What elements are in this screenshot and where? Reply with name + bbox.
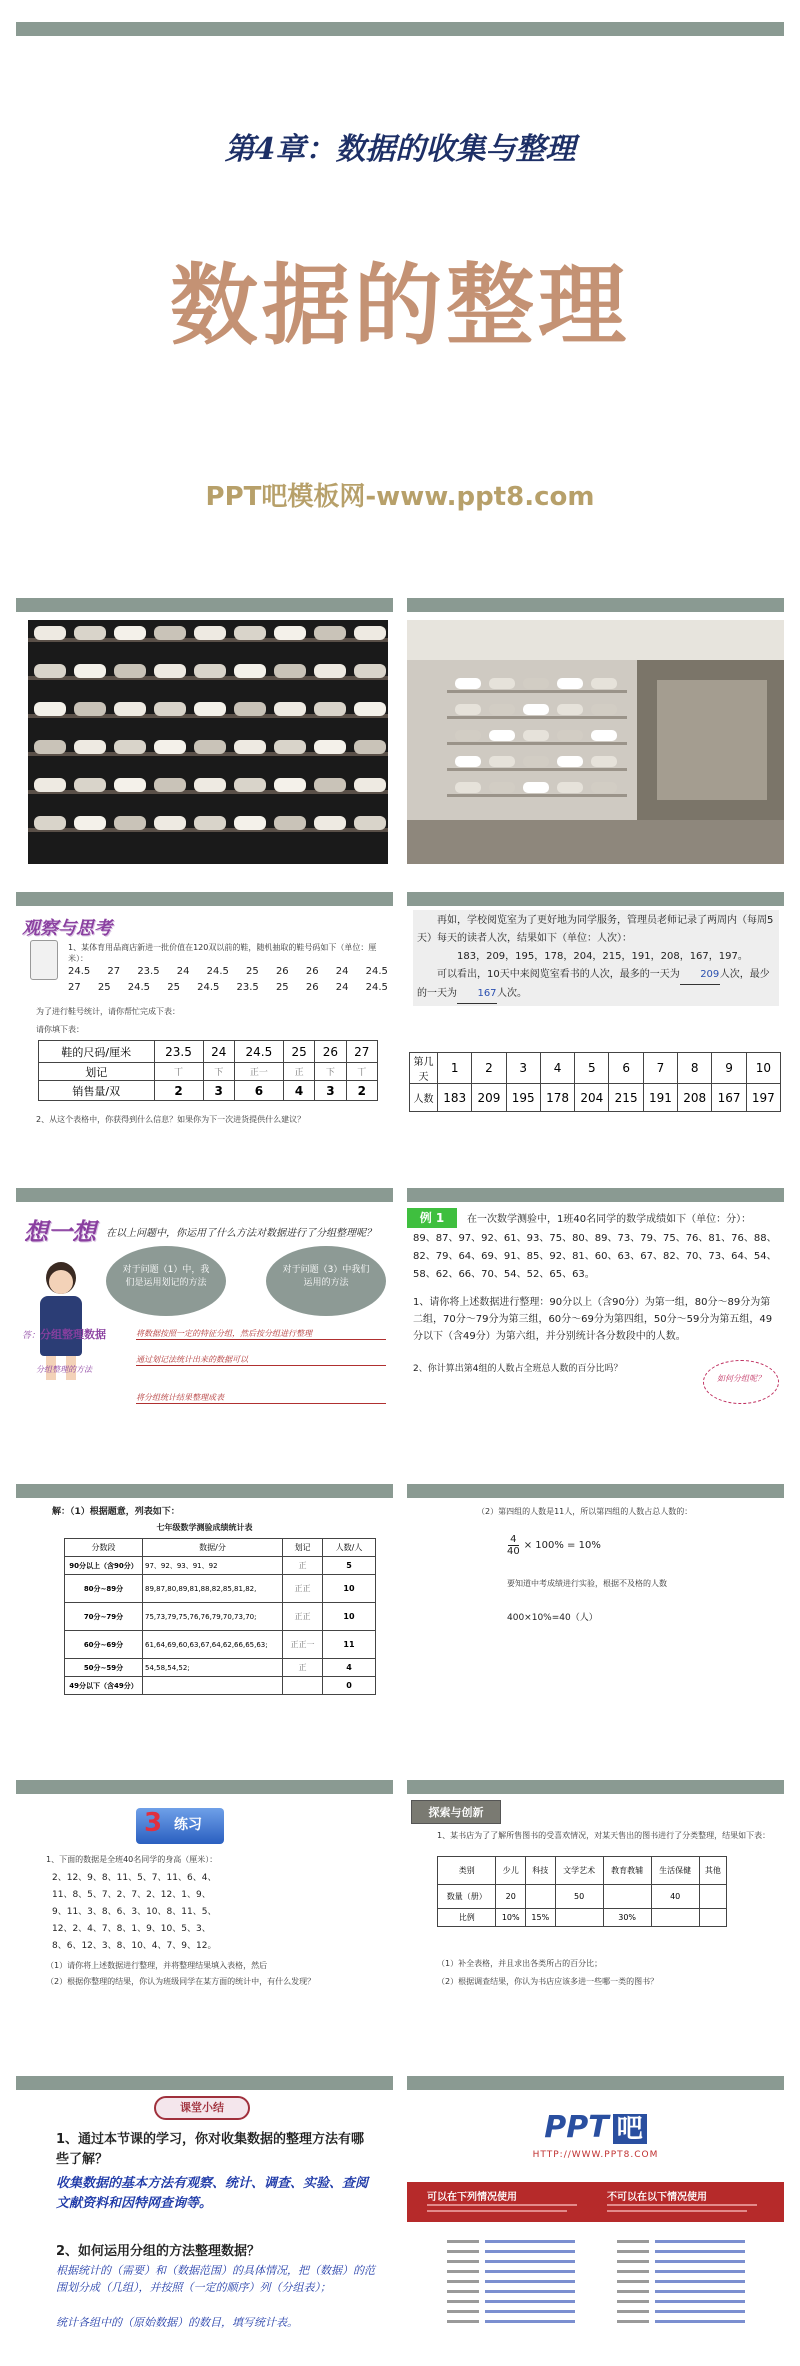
- shoe-size-value: 24: [176, 966, 190, 977]
- size-header: 25: [283, 1041, 314, 1063]
- slide-heading: 想一想: [24, 1217, 96, 1246]
- slide-header-bar: [16, 892, 393, 906]
- practice-data: 2、12、9、8、11、5、7、11、6、4、 11、8、5、7、2、7、2、12、1、9、 9、11、3、8、6、3、10、8、11、5、 12、2、4、7、8、1、9、10、5、3、 8、6、12、3、8、10、4、7、9、12。: [52, 1873, 217, 1951]
- day-cell: 9: [712, 1053, 746, 1084]
- summary-slide: [16, 2090, 393, 2350]
- shoe-size-value: 25: [246, 966, 259, 977]
- question-1: 1、某体育用品商店新进一批价值在120双以前的鞋，随机抽取的鞋号码如下（单位：厘米）：: [68, 943, 377, 963]
- day-cell: 6: [609, 1053, 643, 1084]
- shoe-size-value: 27: [68, 982, 81, 993]
- shoe-size-table: [38, 1040, 378, 1101]
- method-question: 在以上问题中，你运用了什么方法对数据进行了分组整理呢？: [106, 1228, 376, 1239]
- shoe-size-value: 24: [335, 966, 349, 977]
- cannot-use-label: 不可以在以下情况使用: [607, 2192, 707, 2203]
- summary-badge: 课堂小结: [154, 2096, 250, 2120]
- method-label: 答：分组整理数据: [22, 1328, 107, 1341]
- table-caption: 七年级数学测验成绩统计表: [156, 1523, 253, 1532]
- reading-room-slide: [407, 906, 784, 1161]
- day-cell: 10: [746, 1053, 780, 1084]
- slide-header-bar: [16, 1780, 393, 1794]
- thought-cloud-2: 对于问题（3）中我们运用的方法: [266, 1246, 386, 1316]
- chapter-heading: 第4章：数据的收集与整理: [224, 132, 576, 167]
- tally-cell: 下: [315, 1063, 346, 1081]
- explore-badge: 探索与创新: [411, 1800, 501, 1824]
- qty-cell: 50: [555, 1885, 603, 1909]
- qty-cell: [603, 1885, 651, 1909]
- count-cell: 204: [575, 1084, 609, 1112]
- size-header: 23.5: [154, 1041, 203, 1063]
- count-cell: 10: [323, 1575, 376, 1603]
- slide-header-bar: [407, 1484, 784, 1498]
- summary-q2: 2、如何运用分组的方法整理数据？: [56, 2244, 261, 2259]
- column-header: 文学艺术: [555, 1857, 603, 1885]
- thought-cloud-1: 对于问题（1）中，我们是运用划记的方法: [106, 1246, 226, 1316]
- table-row: [65, 1677, 376, 1695]
- count-cell: 208: [678, 1084, 712, 1112]
- percentage-formula: $\frac{4}{40}$ × 100% = 10%: [507, 1534, 601, 1557]
- tally-cell: 下: [203, 1063, 234, 1081]
- summary-q1: 1、通过本节课的学习，你对收集数据的整理方法有哪些了解？: [56, 2132, 365, 2167]
- column-header: 其他: [699, 1857, 726, 1885]
- ratio-cell: 10%: [496, 1909, 526, 1927]
- qty-cell: 40: [651, 1885, 699, 1909]
- shoe-wall-photo: [28, 620, 388, 864]
- slide-header-bar: [16, 1188, 393, 1202]
- column-header: 划记: [283, 1539, 323, 1557]
- tally-cell: 正正一: [283, 1631, 323, 1659]
- data-cell: 61,64,69,60,63,67,64,62,66,65,63;: [143, 1631, 283, 1659]
- title-slide: [16, 36, 784, 536]
- method-line-2: 通过划记法统计出来的数据可以: [136, 1354, 386, 1366]
- side-label: 分组整理的方法: [36, 1365, 92, 1374]
- tally-cell: 正: [283, 1557, 323, 1575]
- shoe-size-value: 26: [305, 966, 319, 977]
- sales-cell: 6: [234, 1081, 283, 1101]
- score-list: 89、87、97、92、61、93、75、80、89、73、79、75、76、81、76、88、 82、79、64、69、91、85、92、81、60、63、67、82、70、73、64、54、 58、62、66、70、54、52、65、63。: [413, 1233, 777, 1280]
- count-cell: 215: [609, 1084, 643, 1112]
- explore-intro: 1、某书店为了了解所售图书的受喜欢情况，对某天售出的图书进行了分类整理，结果如下表：: [437, 1831, 771, 1840]
- size-header: 26: [315, 1041, 346, 1063]
- size-header: 27: [346, 1041, 377, 1063]
- main-title: 数据的整理: [169, 253, 630, 357]
- reading-room-text: [413, 910, 779, 1006]
- count-cell: 11: [323, 1631, 376, 1659]
- observe-think-slide: [16, 906, 393, 1161]
- shoe-size-value: 24.5: [68, 966, 91, 977]
- sales-cell: 2: [346, 1081, 377, 1101]
- size-header: 24.5: [234, 1041, 283, 1063]
- badge-number: 3: [144, 1808, 163, 1838]
- size-header: 24: [203, 1041, 234, 1063]
- data-cell: 89,87,80,89,81,88,82,85,81,82,: [143, 1575, 283, 1603]
- shoe-size-value: 27: [107, 966, 121, 977]
- shoe-size-value: 26: [275, 966, 289, 977]
- table-row: [65, 1631, 376, 1659]
- count-cell: 178: [540, 1084, 574, 1112]
- shoe-wall-image: [28, 620, 388, 864]
- sales-cell: 2: [154, 1081, 203, 1101]
- summary-a2b: 统计各组中的（原始数据）的数目，填写统计表。: [56, 2316, 298, 2329]
- slide-header-bar: [407, 598, 784, 612]
- tally-cell: [283, 1677, 323, 1695]
- practice-intro: 1、下面的数据是全班40名同学的身高（厘米）：: [46, 1855, 218, 1864]
- row-header: 数量（册）: [438, 1885, 496, 1909]
- range-cell: 60分~69分: [65, 1631, 143, 1659]
- table-row: [65, 1557, 376, 1575]
- explore-q2: （2）根据调查结果，你认为书店应该多进一些哪一类的图书？: [437, 1977, 659, 1986]
- link-list-graphic: [447, 2236, 767, 2336]
- intro-paragraph: 再如，学校阅览室为了更好地为同学服务，管理员老师记录了两周内（每周5天）每天的读者人次，结果如下（单位：人次）：: [417, 915, 774, 944]
- shoe-size-value: 26: [305, 982, 319, 993]
- ratio-cell: [555, 1909, 603, 1927]
- explore-slide: [407, 1794, 784, 2049]
- slide-header-bar: [16, 598, 393, 612]
- tally-cell: 正: [283, 1063, 314, 1081]
- example-intro: 在一次数学测验中，1班40名同学的数学成绩如下（单位：分）：: [467, 1214, 752, 1225]
- range-cell: 90分以上（含90分）: [65, 1557, 143, 1575]
- shoe-size-value: 24.5: [365, 982, 388, 993]
- task-2: 2、你计算出第4组的人数占全班总人数的百分比吗？: [413, 1364, 623, 1374]
- shoe-size-value: 24: [335, 982, 349, 993]
- row-header: 第几天: [410, 1053, 438, 1084]
- column-header: 数据/分: [143, 1539, 283, 1557]
- reading-count-table: [409, 1052, 781, 1112]
- day-cell: 4: [540, 1053, 574, 1084]
- shoe-size-row: [68, 966, 388, 977]
- data-cell: 54,58,54,52;: [143, 1659, 283, 1677]
- link-columns: [447, 2236, 767, 2336]
- task-1: 1、请你将上述数据进行整理：90分以上（含90分）为第一组，80分～89分为第二组，70分～79分为第三组，60分～69分为第四组，50分～59分为第五组，49分以下（含49分）为第六组，并分别统计各分数段中的人数。: [413, 1297, 773, 1342]
- slide-header-bar: [16, 1484, 393, 1498]
- count-cell: 0: [323, 1677, 376, 1695]
- practice-q1: （1）请你将上述数据进行整理，并将整理结果填入表格，然后: [46, 1961, 268, 1970]
- range-cell: 70分~79分: [65, 1603, 143, 1631]
- percentage-line-2: 要知道中考成绩进行实验，根据不及格的人数: [507, 1579, 667, 1588]
- slide-header-bar: [407, 1188, 784, 1202]
- shoe-size-value: 23.5: [236, 982, 259, 993]
- column-header: 分数段: [65, 1539, 143, 1557]
- method-line-1: 将数据按照一定的特征分组，然后按分组进行整理: [136, 1328, 386, 1340]
- practice-slide: [16, 1794, 393, 2049]
- row-header: 鞋的尺码/厘米: [39, 1041, 155, 1063]
- brand-logo: [407, 2108, 784, 2145]
- count-cell: 5: [323, 1557, 376, 1575]
- column-header: 人数/人: [323, 1539, 376, 1557]
- tally-cell: 正正: [283, 1575, 323, 1603]
- percentage-slide: [407, 1498, 784, 1753]
- question-2: 2、从这个表格中，你获得到什么信息？如果你为下一次进货提供什么建议？: [36, 1115, 306, 1124]
- shoe-size-list: [68, 966, 388, 993]
- range-cell: 49分以下（含49分）: [65, 1677, 143, 1695]
- solution-table-slide: [16, 1498, 393, 1753]
- solution-intro: 解：（1）根据题意，列表如下：: [52, 1507, 180, 1517]
- logo-url: HTTP://WWW.PPT8.COM: [532, 2150, 659, 2160]
- example-badge: 例 1: [407, 1208, 457, 1228]
- table-row: [65, 1575, 376, 1603]
- daily-counts: 183，209，195，178，204，215，191，208，167，197。: [457, 951, 748, 962]
- data-cell: [143, 1677, 283, 1695]
- percentage-result: 400×10%=40（人）: [507, 1613, 598, 1623]
- usage-banner: [407, 2182, 784, 2222]
- column-header: 科技: [526, 1857, 556, 1885]
- day-cell: 7: [643, 1053, 677, 1084]
- tally-cell: 正一: [234, 1063, 283, 1081]
- shoe-size-value: 24.5: [197, 982, 220, 993]
- shoe-store-photo: [407, 620, 784, 864]
- sales-cell: 3: [315, 1081, 346, 1101]
- method-line-3: 将分组统计结果整理成表: [136, 1392, 386, 1404]
- tally-cell: 正正: [283, 1603, 323, 1631]
- count-cell: 191: [643, 1084, 677, 1112]
- count-cell: 167: [712, 1084, 746, 1112]
- shoe-size-value: 25: [97, 982, 111, 993]
- max-min-paragraph: 可以看出，10天中来阅览室看书的人次，最多的一天为 209人次，最少的一天为 167人次。: [417, 966, 775, 1004]
- day-cell: 2: [472, 1053, 506, 1084]
- column-header: 类别: [438, 1857, 496, 1885]
- data-cell: 97、92、93、91、92: [143, 1557, 283, 1575]
- count-cell: 195: [506, 1084, 540, 1112]
- practice-badge-label: 练习: [174, 1817, 202, 1833]
- ratio-cell: [651, 1909, 699, 1927]
- practice-badge: [136, 1808, 224, 1844]
- table-label: 请你填下表：: [36, 1025, 84, 1034]
- shoe-icon: [30, 940, 58, 980]
- ratio-cell: 15%: [526, 1909, 556, 1927]
- row-header: 划记: [39, 1063, 155, 1081]
- column-header: 少儿: [496, 1857, 526, 1885]
- brand-slide: [407, 2090, 784, 2350]
- qty-cell: [699, 1885, 726, 1909]
- logo-ba: 吧: [613, 2114, 647, 2144]
- tally-cell: 正: [283, 1659, 323, 1677]
- slide-header-bar: [16, 2076, 393, 2090]
- explore-q1: （1）补全表格，并且求出各类所占的百分比；: [437, 1959, 603, 1968]
- can-use-label: 可以在下列情况使用: [427, 2192, 517, 2203]
- qty-cell: [526, 1885, 556, 1909]
- column-header: 教育教辅: [603, 1857, 651, 1885]
- shoe-size-value: 24.5: [206, 966, 229, 977]
- slide-heading: 观察与思考: [22, 918, 112, 939]
- range-cell: 50分~59分: [65, 1659, 143, 1677]
- score-stats-table: [64, 1538, 376, 1695]
- sales-cell: 3: [203, 1081, 234, 1101]
- ratio-cell: [699, 1909, 726, 1927]
- min-answer: 167: [457, 985, 497, 1004]
- day-cell: 3: [506, 1053, 540, 1084]
- day-cell: 1: [438, 1053, 472, 1084]
- shoe-size-value: 24.5: [127, 982, 151, 993]
- row-header: 人数: [410, 1084, 438, 1112]
- practice-q2: （2）根据你整理的结果，你认为班级同学在某方面的统计中，有什么发现？: [46, 1977, 316, 1986]
- qty-cell: 20: [496, 1885, 526, 1909]
- shoe-store-image: [407, 620, 784, 864]
- slide-header-bar: [16, 22, 784, 36]
- slide-header-bar: [407, 2076, 784, 2090]
- tally-cell: 丅: [346, 1063, 377, 1081]
- ratio-cell: 30%: [603, 1909, 651, 1927]
- data-cell: 75,73,79,75,76,76,79,70,73,70;: [143, 1603, 283, 1631]
- book-category-table: [437, 1856, 727, 1927]
- count-cell: 209: [472, 1084, 506, 1112]
- logo-ppt: PPT: [544, 2110, 609, 2145]
- day-cell: 5: [575, 1053, 609, 1084]
- column-header: 生活保健: [651, 1857, 699, 1885]
- table-row: [65, 1659, 376, 1677]
- site-name: PPT吧模板网-www.ppt8.com: [205, 482, 595, 512]
- sales-cell: 4: [283, 1081, 314, 1101]
- shoe-size-row: [68, 982, 388, 993]
- count-cell: 10: [323, 1603, 376, 1631]
- example-slide: [407, 1202, 784, 1457]
- day-cell: 8: [678, 1053, 712, 1084]
- range-cell: 80分~89分: [65, 1575, 143, 1603]
- shoe-size-value: 25: [275, 982, 289, 993]
- count-cell: 197: [746, 1084, 780, 1112]
- count-cell: 4: [323, 1659, 376, 1677]
- row-header: 比例: [438, 1909, 496, 1927]
- slide-header-bar: [407, 1780, 784, 1794]
- count-cell: 183: [438, 1084, 472, 1112]
- shoe-size-value: 25: [167, 982, 180, 993]
- how-to-group-bubble: 如何分组呢？: [703, 1360, 779, 1404]
- max-answer: 209: [680, 966, 720, 985]
- shoe-size-value: 23.5: [137, 966, 160, 977]
- shoe-size-value: 24.5: [365, 966, 388, 977]
- slide-header-bar: [407, 892, 784, 906]
- summary-a1: 收集数据的基本方法有观察、统计、调查、实验、查阅文献资料和因特网查询等。: [56, 2176, 369, 2211]
- tally-note: 为了进行鞋号统计，请你帮忙完成下表：: [36, 1007, 180, 1016]
- think-slide: [16, 1202, 393, 1457]
- summary-a2a: 根据统计的（需要）和（数据范围）的具体情况，把（数据）的范围划分成（几组），并按照（一定的顺序）列（分组表）；: [56, 2264, 375, 2294]
- row-header: 销售量/双: [39, 1081, 155, 1101]
- tally-cell: 丅: [154, 1063, 203, 1081]
- percentage-line-1: （2）第四组的人数是11人，所以第四组的人数占总人数的：: [477, 1507, 693, 1516]
- table-row: [65, 1603, 376, 1631]
